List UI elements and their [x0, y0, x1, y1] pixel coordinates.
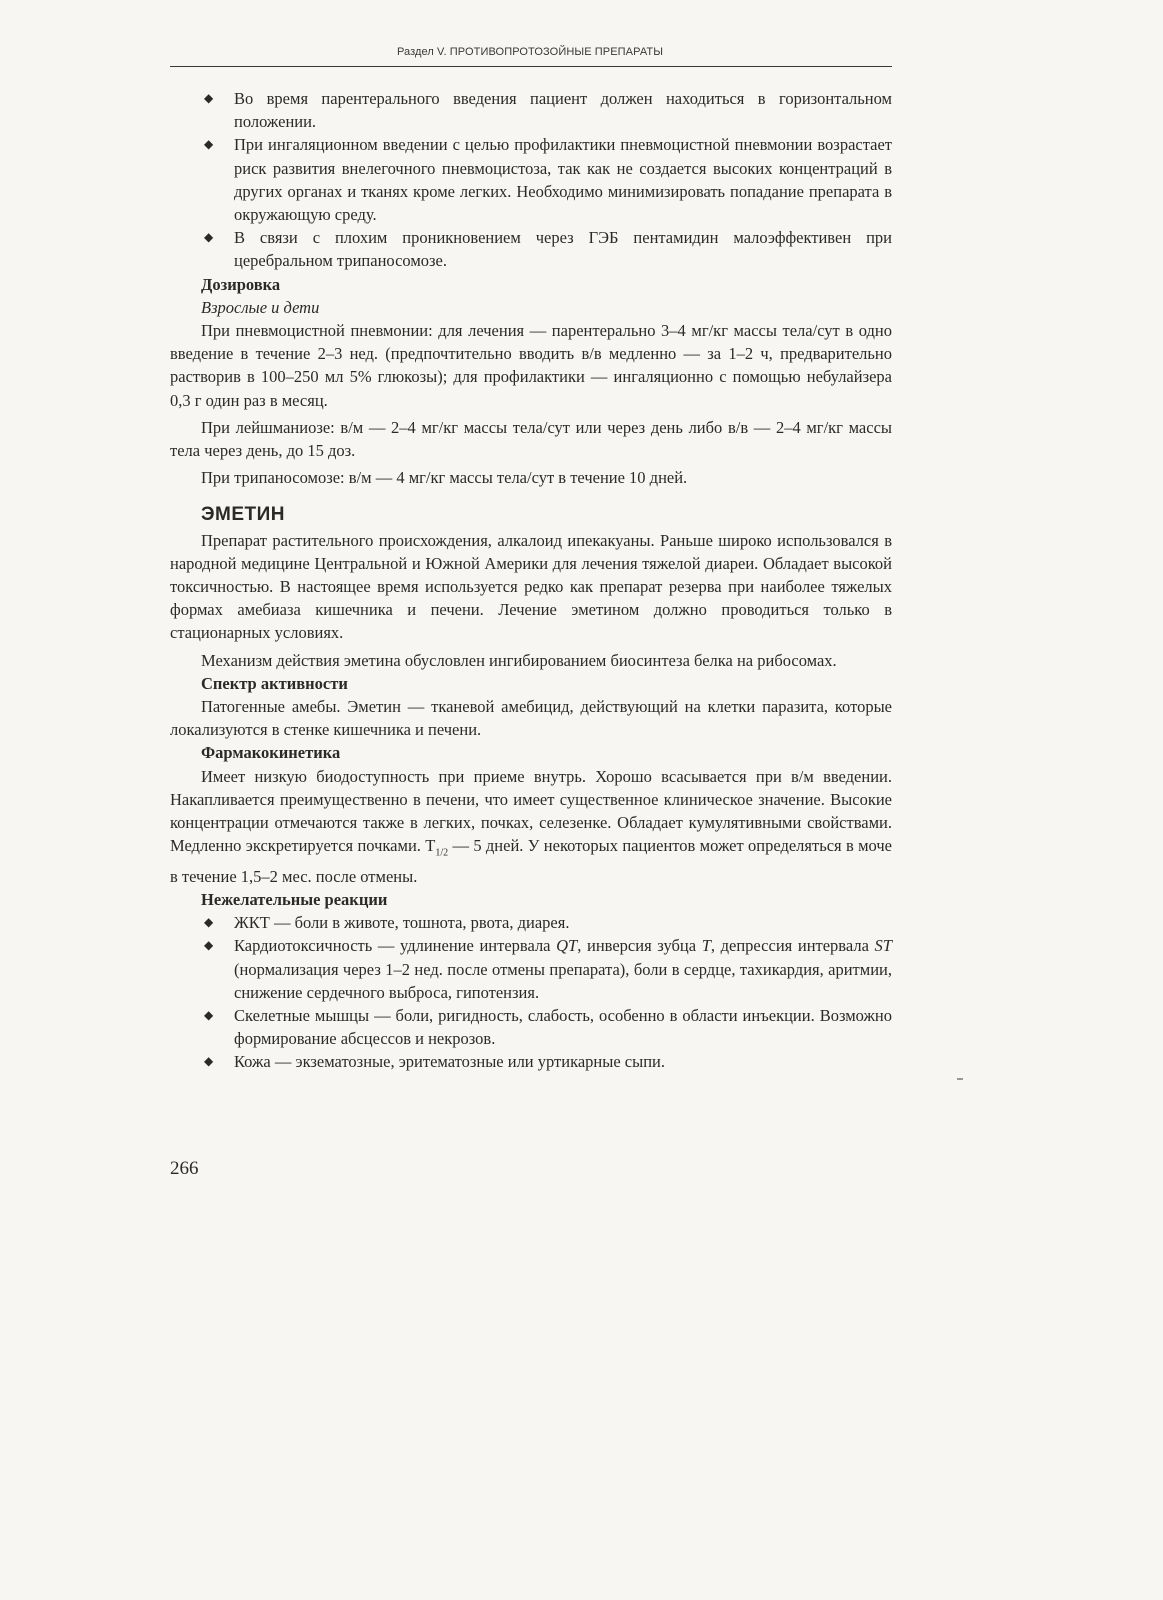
page-number: 266 [170, 1158, 199, 1179]
dosage-paragraph-trypanosomiasis: При трипаносомозе: в/м — 4 мг/кг массы тела/сут в течение 10 дней. [201, 468, 688, 488]
bullet-text: В связи с плохим проникновением через ГЭБ пентамидин малоэффективен при церебральном трипаносомозе. [234, 228, 892, 271]
adverse-cardio-text: , инверсия зубца [577, 936, 702, 956]
page-content [170, 87, 892, 1074]
emetine-intro-paragraph: Препарат растительного происхождения, алкалоид ипекакуаны. Раньше широко использовался в народной медицине Центральной и Южной Америки для лечения тяжелой диареи. Обладает высокой токсичностью. В настоящее время используется редко как препарат резерва при наиболее тяжелых формах амебиаза кишечника и печени. Лечение эметином должно проводиться только в стационарных условиях. [170, 530, 892, 643]
dosage-heading: Дозировка [201, 274, 281, 294]
pk-text-end: — 5 дней. У некоторых пациентов может определяться в моче в течение 1,5–2 мес. после отмены. [170, 836, 893, 886]
list-item [170, 934, 892, 1004]
list-item [170, 1050, 892, 1073]
t-wave-term: T [701, 936, 711, 956]
adverse-skin-text: Кожа — экзематозные, эритематозные или уртикарные сыпи. [234, 1052, 665, 1072]
bullet-text: При ингаляционном введении с целью профилактики пневмоцистной пневмонии возрастает риск развития внелегочного пневмоцистоза, так как не создается высоких концентраций в других органах и тканях кроме легких. Необходимо минимизировать попадание препарата в окружающую среду. [234, 135, 892, 225]
adverse-cardio-text: , депрессия интервала [710, 936, 875, 956]
half-life-subscript: 1/2 [435, 847, 449, 859]
section-title-emetine: ЭМЕТИН [201, 504, 286, 526]
st-interval-term: ST [874, 936, 892, 956]
list-item [170, 1004, 892, 1050]
list-item [170, 226, 892, 272]
adverse-gi-text: ЖКТ — боли в животе, тошнота, рвота, диарея. [234, 913, 570, 933]
margin-mark [957, 1078, 963, 1080]
adverse-cardio-text: Кардиотоксичность — удлинение интервала [234, 936, 557, 956]
adverse-reactions-list [170, 911, 892, 1073]
pk-text-start: Имеет низкую биодоступность при приеме внутрь. Хорошо всасывается при в/м введении. Накапливается преимущественно в печени, что имеет существенное клиническое значение. Высокие концентрации отмечаются также в легких, почках, селезенке. Обладает кумулятивными свойствами. Медленно экскретируется почками. T [170, 766, 892, 856]
bullet-icon: ◆ [204, 1008, 214, 1023]
list-item [170, 87, 892, 133]
intro-bullet-list [170, 87, 892, 273]
bullet-icon: ◆ [204, 915, 214, 930]
header-rule [170, 66, 892, 67]
list-item [170, 133, 892, 226]
list-item [170, 911, 892, 934]
dosage-subheading: Взрослые и дети [201, 297, 320, 317]
dosage-paragraph-leishmaniasis: При лейшманиозе: в/м — 2–4 мг/кг массы тела/сут или через день либо в/в — 2–4 мг/кг массы тела через день, до 15 доз. [170, 417, 892, 461]
bullet-icon: ◆ [204, 1054, 214, 1069]
dosage-paragraph-pneumocystis: При пневмоцистной пневмонии: для лечения — парентерально 3–4 мг/кг массы тела/сут в одно введение в течение 2–3 нед. (предпочтительно вводить в/в медленно — за 1–2 ч, предварительно растворив в 100–250 мл 5% глюкозы); для профилактики — ингаляционно с помощью небулайзера 0,3 г один раз в месяц. [170, 321, 892, 410]
pharmacokinetics-paragraph [170, 765, 892, 888]
emetine-mechanism-paragraph: Механизм действия эметина обусловлен ингибированием биосинтеза белка на рибосомах. [201, 650, 837, 670]
adverse-muscle-text: Скелетные мышцы — боли, ригидность, слабость, особенно в области инъекции. Возможно формирование абсцессов и некрозов. [234, 1006, 892, 1049]
adverse-reactions-heading: Нежелательные реакции [201, 890, 388, 909]
qt-interval-term: QT [556, 936, 578, 956]
bullet-icon: ◆ [204, 91, 214, 105]
bullet-icon: ◆ [204, 137, 214, 152]
running-header: Раздел V. ПРОТИВОПРОТОЗОЙНЫЕ ПРЕПАРАТЫ [396, 46, 664, 58]
pharmacokinetics-heading: Фармакокинетика [201, 743, 341, 763]
spectrum-heading: Спектр активности [201, 673, 348, 693]
spectrum-paragraph: Патогенные амебы. Эметин — тканевой амебицид, действующий на клетки паразита, которые локализуются в стенке кишечника и печени. [170, 697, 892, 740]
bullet-text: Во время парентерального введения пациент должен находиться в горизонтальном положении. [234, 89, 892, 132]
bullet-icon: ◆ [204, 938, 214, 953]
adverse-cardio-text: (нормализация через 1–2 нед. после отмены препарата), боли в сердце, тахикардия, аритмии, снижение сердечного выброса, гипотензия. [234, 959, 892, 1002]
bullet-icon: ◆ [204, 230, 214, 245]
